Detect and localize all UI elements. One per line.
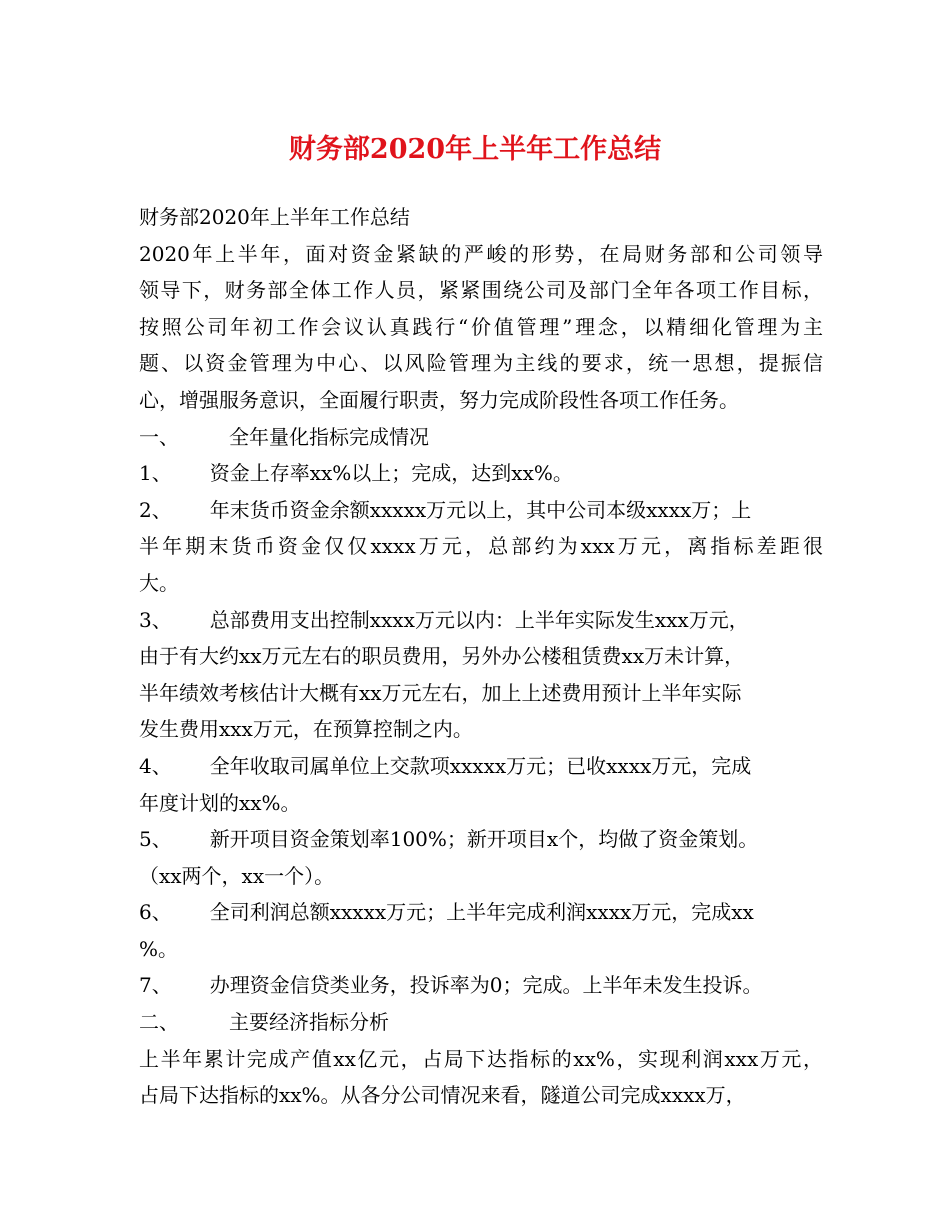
list-item	[139, 455, 823, 492]
paragraph-line: %。	[139, 936, 179, 961]
paragraph-line: （xx两个，xx一个）。	[139, 863, 335, 888]
list-item-text: 办理资金信贷类业务，投诉率为0；完成。上半年未发生投诉。	[209, 973, 763, 998]
doc-line-subtitle: 财务部2020年上半年工作总结	[139, 205, 410, 229]
paragraph-line: 年度计划的xx%。	[139, 790, 301, 815]
list-item-text: 全年收取司属单位上交款项xxxxx万元；已收xxxx万元，完成	[209, 753, 752, 778]
paragraph-line: 领导下，财务部全体工作人员，紧紧围绕公司及部门全年各项工作目标，	[139, 278, 823, 303]
list-item-number: 7、	[139, 973, 172, 998]
list-item	[139, 492, 823, 529]
paragraph-line: 心，增强服务意识，全面履行职责，努力完成阶段性各项工作任务。	[139, 387, 739, 412]
page-title: 财务部2020年上半年工作总结	[288, 134, 662, 165]
list-item	[139, 748, 823, 785]
section-heading-text: 主要经济指标分析	[229, 1010, 389, 1035]
list-item	[139, 602, 823, 639]
section-heading	[139, 419, 823, 456]
paragraph-line: 占局下达指标的xx%。从各分公司情况来看，隧道公司完成xxxx万，	[139, 1083, 746, 1108]
list-item-text: 资金上存率xx%以上；完成，达到xx%。	[209, 461, 573, 486]
section-heading-text: 全年量化指标完成情况	[229, 424, 429, 449]
paragraph-line: 大。	[139, 570, 179, 595]
list-item-text: 新开项目资金策划率100%；新开项目x个，均做了资金策划。	[209, 827, 759, 852]
paragraph-line: 按照公司年初工作会议认真践行“价值管理”理念，以精细化管理为主	[139, 314, 823, 339]
list-item-number: 2、	[139, 497, 172, 522]
paragraph-line: 半年绩效考核估计大概有xx万元左右，加上上述费用预计上半年实际	[139, 680, 742, 705]
section-heading	[139, 1004, 823, 1041]
paragraph-line: 半年期末货币资金仅仅xxxx万元，总部约为xxx万元，离指标差距很	[139, 534, 823, 559]
list-item-number: 4、	[139, 753, 172, 778]
document-body	[139, 199, 823, 1114]
list-item-number: 5、	[139, 827, 172, 852]
paragraph-line: 发生费用xxx万元，在预算控制之内。	[139, 717, 473, 742]
paragraph-line: 2020年上半年，面对资金紧缺的严峻的形势，在局财务部和公司领导	[139, 241, 823, 266]
list-item-text: 总部费用支出控制xxxx万元以内：上半年实际发生xxx万元，	[209, 607, 749, 632]
paragraph-line: 由于有大约xx万元左右的职员费用，另外办公楼租赁费xx万未计算，	[139, 644, 745, 669]
list-item	[139, 894, 823, 931]
paragraph-line: 上半年累计完成产值xx亿元，占局下达指标的xx%，实现利润xxx万元，	[139, 1046, 823, 1071]
list-item-number: 1、	[139, 461, 172, 486]
paragraph-line: 题、以资金管理为中心、以风险管理为主线的要求，统一思想，提振信	[139, 351, 823, 376]
list-item	[139, 821, 823, 858]
list-item-text: 全司利润总额xxxxx万元；上半年完成利润xxxx万元，完成xx	[209, 900, 754, 925]
list-item-number: 3、	[139, 607, 172, 632]
list-item	[139, 967, 823, 1004]
list-item-text: 年末货币资金余额xxxxx万元以上，其中公司本级xxxx万；上	[209, 497, 752, 522]
section-number: 二、	[139, 1010, 179, 1035]
list-item-number: 6、	[139, 900, 172, 925]
section-number: 一、	[139, 424, 179, 449]
